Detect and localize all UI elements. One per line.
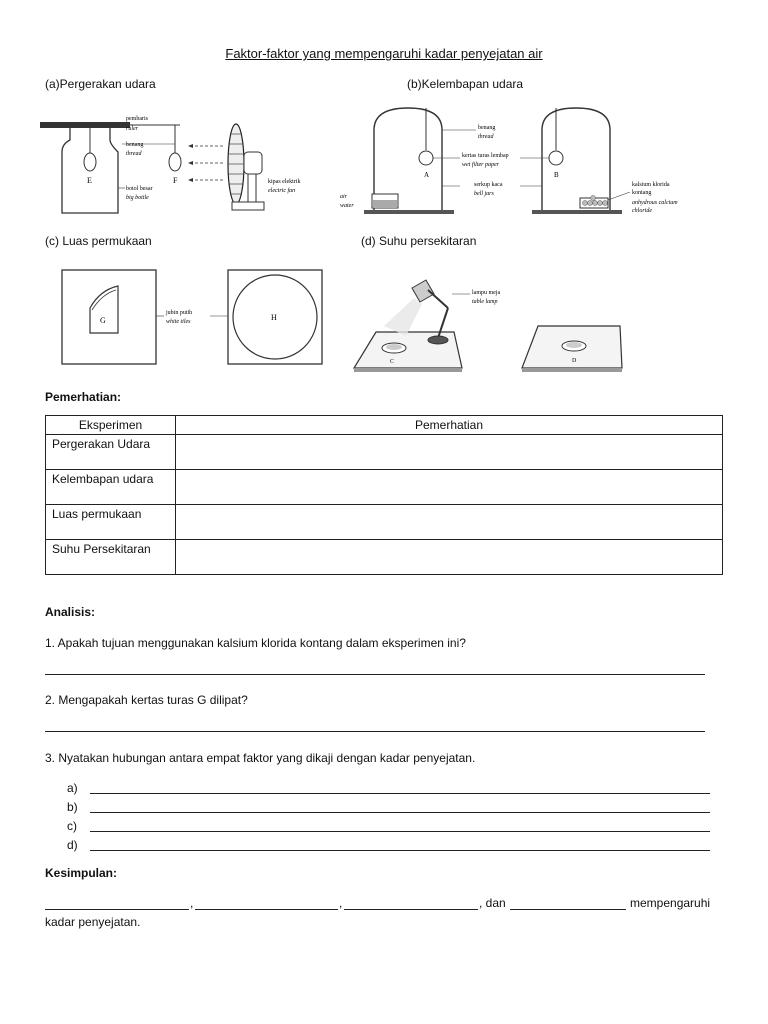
answer-line-3d[interactable]	[90, 850, 710, 851]
conclusion-heading: Kesimpulan:	[45, 866, 118, 880]
figure-air-movement	[40, 108, 320, 218]
section-b-label: (b)Kelembapan udara	[407, 77, 524, 91]
sub-label-b: b)	[67, 800, 78, 814]
question-2: 2. Mengapakah kertas turas G dilipat?	[45, 693, 248, 707]
svg-text:chloride: chloride	[632, 208, 652, 214]
thread-label-b: benang	[478, 125, 496, 131]
conclusion-blank-4[interactable]	[510, 909, 626, 910]
table-header-row	[46, 416, 723, 435]
svg-text:electric fan: electric fan	[268, 188, 296, 194]
bottle-label: botol besar	[126, 186, 153, 192]
section-a-label: (a)Pergerakan udara	[45, 77, 156, 91]
calcium-chloride-label: kalsium klorida	[632, 182, 670, 188]
water-label: air	[340, 194, 348, 200]
answer-line-2[interactable]	[45, 731, 705, 732]
analysis-heading: Analisis:	[45, 605, 96, 619]
answer-line-3c[interactable]	[90, 831, 710, 832]
observation-table	[45, 415, 723, 575]
conclusion-blank-3[interactable]	[344, 909, 478, 910]
label-g: G	[100, 316, 106, 325]
svg-text:table lamp: table lamp	[472, 299, 498, 305]
bell-jar-label: serkup kaca	[474, 182, 503, 188]
svg-text:ruler: ruler	[126, 126, 138, 132]
row-label: Luas permukaan	[46, 505, 176, 540]
col-experiment: Eksperimen	[46, 416, 176, 435]
svg-text:kontang: kontang	[632, 190, 652, 196]
section-d-label: (d) Suhu persekitaran	[361, 234, 477, 248]
sub-label-a: a)	[67, 781, 78, 795]
col-observation: Pemerhatian	[176, 416, 723, 435]
table-row	[46, 435, 723, 470]
row-label: Kelembapan udara	[46, 470, 176, 505]
figure-surface-area	[60, 268, 330, 368]
section-c-label: (c) Luas permukaan	[45, 234, 152, 248]
filter-paper-label: kertas turas lembap	[462, 153, 509, 159]
answer-line-3b[interactable]	[90, 812, 710, 813]
table-lamp-label: lampu meja	[472, 290, 501, 296]
observation-heading: Pemerhatian:	[45, 390, 122, 404]
row-label: Suhu Persekitaran	[46, 540, 176, 575]
observation-cell[interactable]	[176, 505, 723, 540]
page-title: Faktor-faktor yang mempengaruhi kadar penyejatan air	[225, 46, 543, 61]
observation-cell[interactable]	[176, 435, 723, 470]
svg-text:bell jars: bell jars	[474, 191, 494, 197]
label-a: A	[424, 171, 430, 179]
label-c: C	[390, 359, 395, 365]
svg-text:thread: thread	[126, 151, 142, 157]
svg-text:water: water	[340, 203, 354, 209]
svg-text:wet filter paper: wet filter paper	[462, 162, 499, 168]
label-b: B	[554, 171, 559, 179]
figure-humidity	[336, 100, 706, 220]
figure-temperature	[352, 268, 712, 378]
ruler-label: pembaris	[126, 116, 148, 122]
table-row	[46, 540, 723, 575]
conclusion-blank-2[interactable]	[195, 909, 338, 910]
svg-text:thread: thread	[478, 134, 494, 140]
svg-text:big bottle: big bottle	[126, 195, 149, 201]
svg-text:anhydrous calcium: anhydrous calcium	[632, 200, 678, 206]
observation-cell[interactable]	[176, 540, 723, 575]
answer-line-1[interactable]	[45, 674, 705, 675]
conclusion-blank-1[interactable]	[45, 909, 189, 910]
thread-label: benang	[126, 142, 144, 148]
table-row	[46, 505, 723, 540]
answer-line-3a[interactable]	[90, 793, 710, 794]
sub-label-c: c)	[67, 819, 77, 833]
question-1: 1. Apakah tujuan menggunakan kalsium klorida kontang dalam eksperimen ini?	[45, 636, 466, 650]
table-row	[46, 470, 723, 505]
row-label: Pergerakan Udara	[46, 435, 176, 470]
conclusion-line-2: kadar penyejatan.	[45, 915, 141, 929]
label-f: F	[173, 176, 178, 185]
label-d: D	[572, 358, 577, 364]
white-tiles-label: jubin putih	[166, 310, 193, 316]
label-e: E	[87, 176, 92, 185]
sub-label-d: d)	[67, 838, 78, 852]
fan-label: kipas elektrik	[268, 179, 301, 185]
observation-cell[interactable]	[176, 470, 723, 505]
svg-text:white tiles: white tiles	[166, 319, 191, 325]
question-3: 3. Nyatakan hubungan antara empat faktor yang dikaji dengan kadar penyejatan.	[45, 751, 476, 765]
label-h: H	[271, 313, 277, 322]
